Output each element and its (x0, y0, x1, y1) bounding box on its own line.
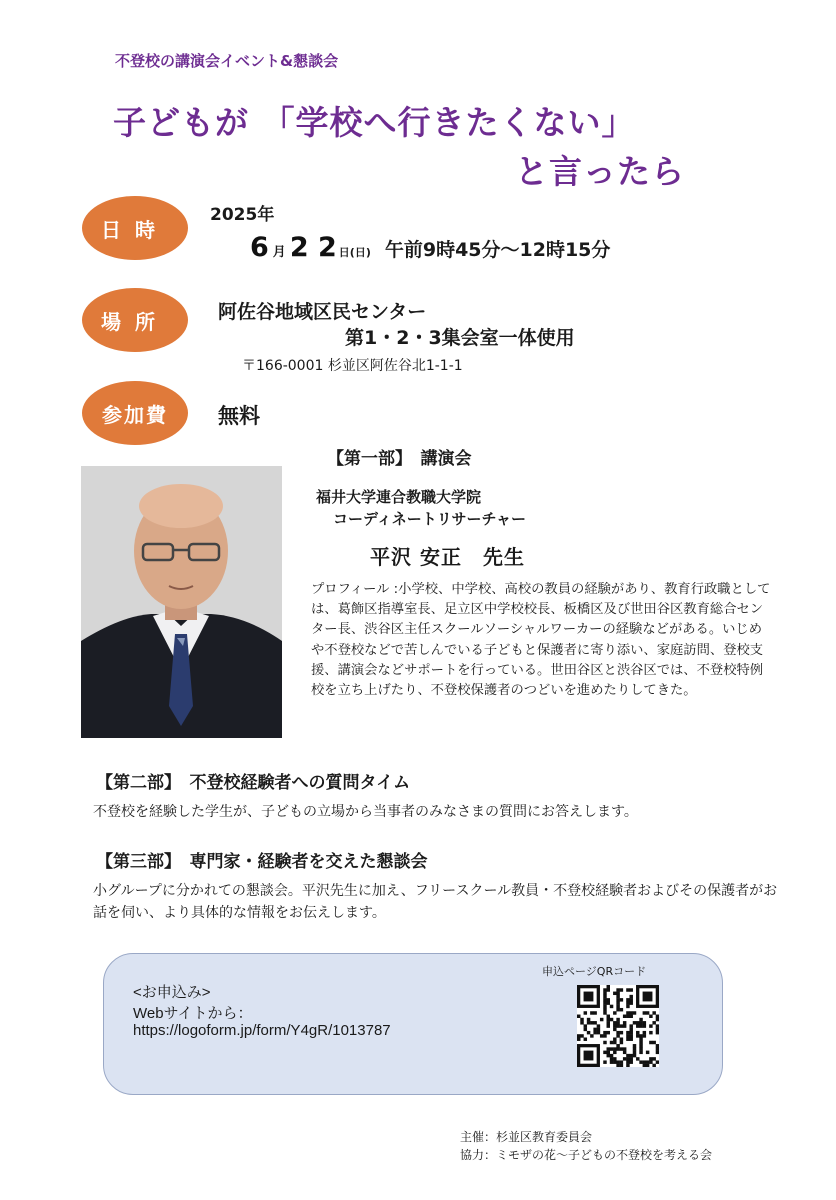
venue-rooms: 第1・2・3集会室一体使用 (345, 327, 575, 349)
speaker-institution: 福井大学連合教職大学院 (316, 488, 482, 506)
speaker-name: 平沢 安正 先生 (370, 545, 525, 569)
application-url-link[interactable]: https://logoform.jp/form/Y4gR/1013787 (133, 1022, 391, 1039)
page-title-line2: と言ったら (515, 152, 685, 191)
place-label-badge: 場所 (82, 288, 188, 352)
event-month-unit: 月 (272, 245, 286, 260)
qr-code-icon[interactable] (577, 985, 659, 1067)
event-subtitle: 不登校の講演会イベント&懇談会 (115, 52, 339, 70)
speaker-photo (81, 466, 282, 738)
event-weekday: 日(日) (338, 246, 371, 259)
date-label-badge: 日時 (82, 196, 188, 260)
part2-heading: 【第二部】 不登校経験者への質問タイム (96, 773, 411, 793)
part3-description: 小グループに分かれての懇談会。平沢先生に加え、フリースクール教員・不登校経験者およびその保護者がお話を伺い、より具体的な情報をお伝えします。 (93, 883, 778, 921)
speaker-profile: プロフィール :小学校、中学校、高校の教員の経験があり、教育行政職としては、葛飾区指導室長、足立区中学校校長、板橋区及び世田谷区教育総合センター長、渋谷区主任スクールソーシャルワーカーの経験などがある。いじめや不登校などで苦しんでいる子どもと保護者に寄り添い、家庭訪問、登校支援、講演会などサポートを行っている。世田谷区と渋谷区では、不登校特例校を立ち上げたり、不登校保護者のつどいを進めたりしてきた。 (311, 582, 771, 699)
event-year: 2025年 (210, 205, 275, 225)
cooperation: 協力：ミモザの花～子どもの不登校を考える会 (460, 1148, 713, 1162)
venue-address: 〒166-0001 杉並区阿佐谷北1-1-1 (242, 358, 463, 374)
part3-heading: 【第三部】 専門家・経験者を交えた懇談会 (96, 852, 428, 872)
speaker-position: コーディネートリサーチャー (333, 510, 527, 528)
organizer: 主催：杉並区教育委員会 (460, 1130, 593, 1144)
fee-label-badge: 参加費 (82, 381, 188, 445)
part2-description: 不登校を経験した学生が、子どもの立場から当事者のみなさまの質問にお答えします。 (93, 804, 638, 820)
event-date (250, 232, 610, 263)
event-day: 2 2 (289, 232, 337, 263)
qr-label: 申込ページQRコード (542, 965, 647, 978)
part1-heading: 【第一部】 講演会 (327, 449, 472, 469)
event-time: 午前9時45分～12時15分 (384, 239, 611, 261)
venue-name: 阿佐谷地域区民センター (218, 301, 427, 323)
application-title: <お申込み> (133, 984, 211, 1001)
fee-value: 無料 (218, 404, 260, 428)
event-month: 6 (250, 232, 269, 263)
page-title-line1: 子どもが 「学校へ行きたくない」 (113, 103, 636, 142)
application-web-label: Webサイトから： (133, 1005, 253, 1022)
